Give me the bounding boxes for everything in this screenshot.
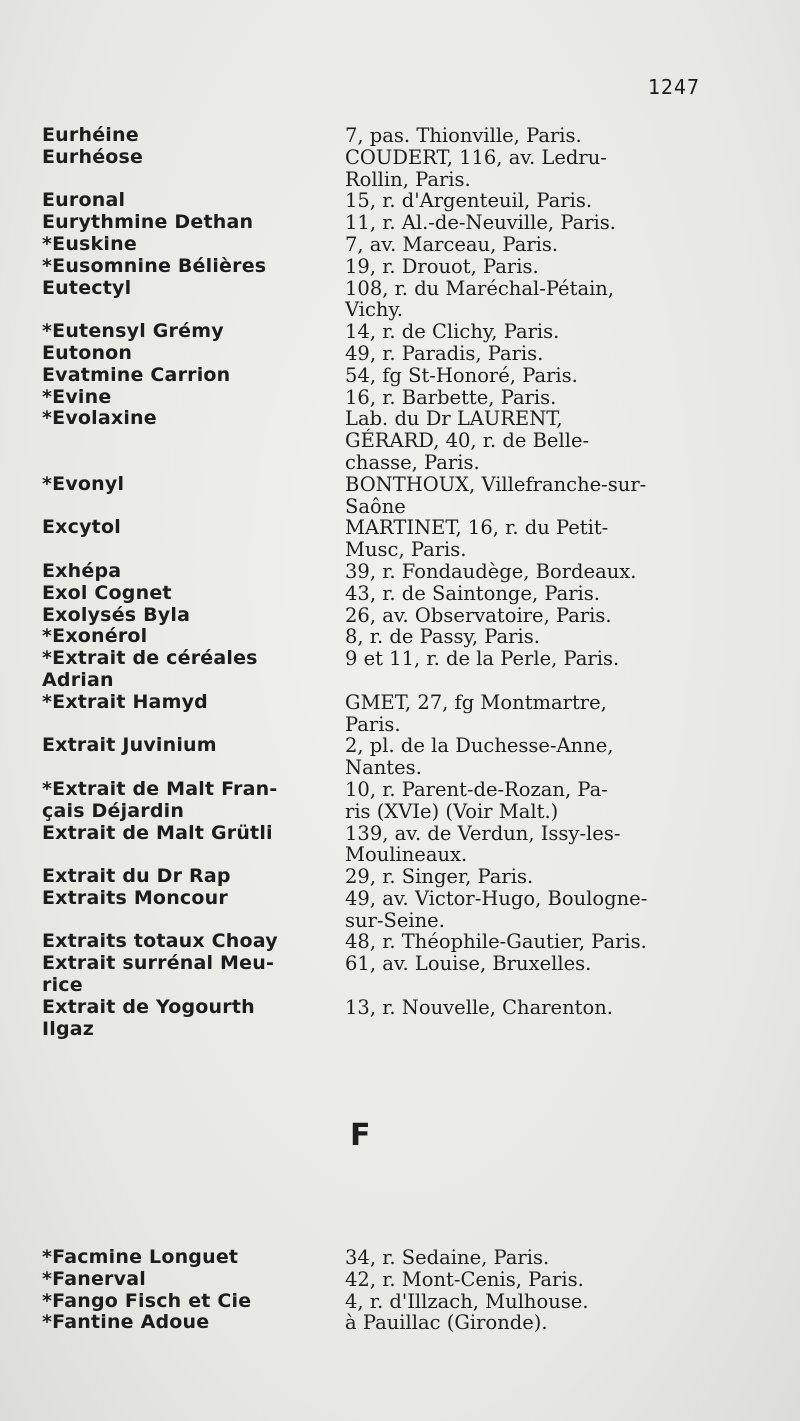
product-address: 108, r. du Maréchal-Pétain, Vichy. [345,276,615,322]
directory-entry [42,866,722,888]
product-name: Extrait de Malt Grütli [42,821,273,844]
directory-entry [42,147,722,191]
product-name: Exolysés Byla [42,603,191,626]
product-address: 49, av. Victor-Hugo, Boulogne- sur-Seine. [345,886,648,932]
directory-entry [42,234,722,256]
product-name: Eutectyl [42,276,132,299]
product-name: *Evine [42,385,112,408]
product-address: à Pauillac (Gironde). [345,1311,548,1335]
directory-entry [42,561,722,583]
product-name: *Fanerval [42,1267,146,1290]
product-name: Evatmine Carrion [42,363,231,386]
product-name: Exhépa [42,559,122,582]
directory-entry [42,605,722,627]
product-address: 14, r. de Clichy, Paris. [345,320,560,344]
product-name: Extraits Moncour [42,886,228,909]
product-address: 26, av. Observatoire, Paris. [345,603,612,627]
product-address: 11, r. Al.-de-Neuville, Paris. [345,211,616,235]
directory-entry [42,823,722,867]
product-address: 139, av. de Verdun, Issy-les- Moulineaux. [345,821,621,867]
directory-entry [42,408,722,473]
product-address: BONTHOUX, Villefranche-sur- Saône [345,472,647,518]
directory-entry [42,997,722,1041]
product-name: Extrait du Dr Rap [42,865,231,888]
directory-entry [42,321,722,343]
product-name: *Eutensyl Grémy [42,320,224,343]
product-name: Eurhéose [42,145,144,168]
product-address: GMET, 27, fg Montmartre, Paris. [345,690,607,736]
directory-entry [42,1247,722,1269]
product-name: *Extrait de Malt Fran- çais Déjardin [42,777,278,822]
product-address: 43, r. de Saintonge, Paris. [345,581,600,605]
product-address: 13, r. Nouvelle, Charenton. [345,995,613,1019]
product-address: 34, r. Sedaine, Paris. [345,1246,550,1269]
product-name: Eurythmine Dethan [42,211,254,234]
product-address: 16, r. Barbette, Paris. [345,385,557,409]
directory-entry [42,1312,722,1334]
directory-entry [42,888,722,932]
product-name: *Evolaxine [42,407,157,430]
directory-entry [42,343,722,365]
product-address: COUDERT, 116, av. Ledru- Rollin, Paris. [345,145,607,191]
product-name: *Fango Fisch et Cie [42,1289,252,1312]
directory-entry [42,953,722,997]
product-address: MARTINET, 16, r. du Petit- Musc, Paris. [345,516,609,562]
directory-entry [42,1291,722,1313]
directory-entry [42,648,722,692]
directory-entry [42,735,722,779]
page-number: 1247 [647,75,700,99]
product-address: 49, r. Paradis, Paris. [345,341,544,365]
product-address: Lab. du Dr LAURENT, GÉRARD, 40, r. de Belle- chasse, Paris. [345,407,590,474]
product-address: 48, r. Théophile-Gautier, Paris. [345,930,647,954]
section-letter: F [350,1118,371,1153]
directory-entry [42,626,722,648]
directory-entry [42,779,722,823]
product-address: 42, r. Mont-Cenis, Paris. [345,1267,584,1291]
product-name: *Extrait Hamyd [42,690,208,713]
product-name: *Facmine Longuet [42,1246,239,1268]
product-address: 39, r. Fondaudège, Bordeaux. [345,559,637,583]
product-address: 8, r. de Passy, Paris. [345,625,540,649]
product-name: Exol Cognet [42,581,172,604]
product-address: 10, r. Parent-de-Rozan, Pa- ris (XVIe) (Voir Malt.) [345,777,608,823]
product-name: Eutonon [42,341,133,364]
product-name: Extrait surrénal Meu- rice [42,952,275,997]
product-name: Extrait Juvinium [42,734,217,757]
product-address: 29, r. Singer, Paris. [345,865,534,889]
product-name: Extrait de Yogourth Ilgaz [42,995,255,1040]
product-address: 19, r. Drouot, Paris. [345,254,539,278]
product-name: Extraits totaux Choay [42,930,278,953]
directory-entry [42,692,722,736]
product-address: 61, av. Louise, Bruxelles. [345,952,592,976]
product-address: 7, av. Marceau, Paris. [345,232,559,256]
directory-entry [42,387,722,409]
product-name: Excytol [42,516,121,539]
product-name: Eurhéine [42,124,139,146]
product-name: Euronal [42,189,126,212]
product-name: *Exonérol [42,625,148,648]
product-name: *Extrait de céréales Adrian [42,647,258,691]
directory-entry [42,256,722,278]
directory-entry [42,474,722,518]
directory-entry [42,125,722,147]
product-address: 7, pas. Thionville, Paris. [345,124,582,147]
product-address: 54, fg St-Honoré, Paris. [345,363,578,387]
directory-entry [42,365,722,387]
product-name: *Euskine [42,232,137,255]
product-name: *Eusomnine Bélières [42,254,267,277]
entries-list-f [42,1247,722,1334]
directory-entry [42,212,722,234]
entries-list-e [42,125,722,1040]
directory-entry [42,190,722,212]
directory-entry [42,583,722,605]
product-address: 4, r. d'Illzach, Mulhouse. [345,1289,589,1313]
product-address: 2, pl. de la Duchesse-Anne, Nantes. [345,734,614,780]
product-address: 15, r. d'Argenteuil, Paris. [345,189,593,213]
directory-entry [42,931,722,953]
directory-entry [42,278,722,322]
directory-entry [42,517,722,561]
directory-entry [42,1269,722,1291]
product-name: *Evonyl [42,472,125,495]
product-name: *Fantine Adoue [42,1311,210,1334]
product-address: 9 et 11, r. de la Perle, Paris. [345,647,620,671]
